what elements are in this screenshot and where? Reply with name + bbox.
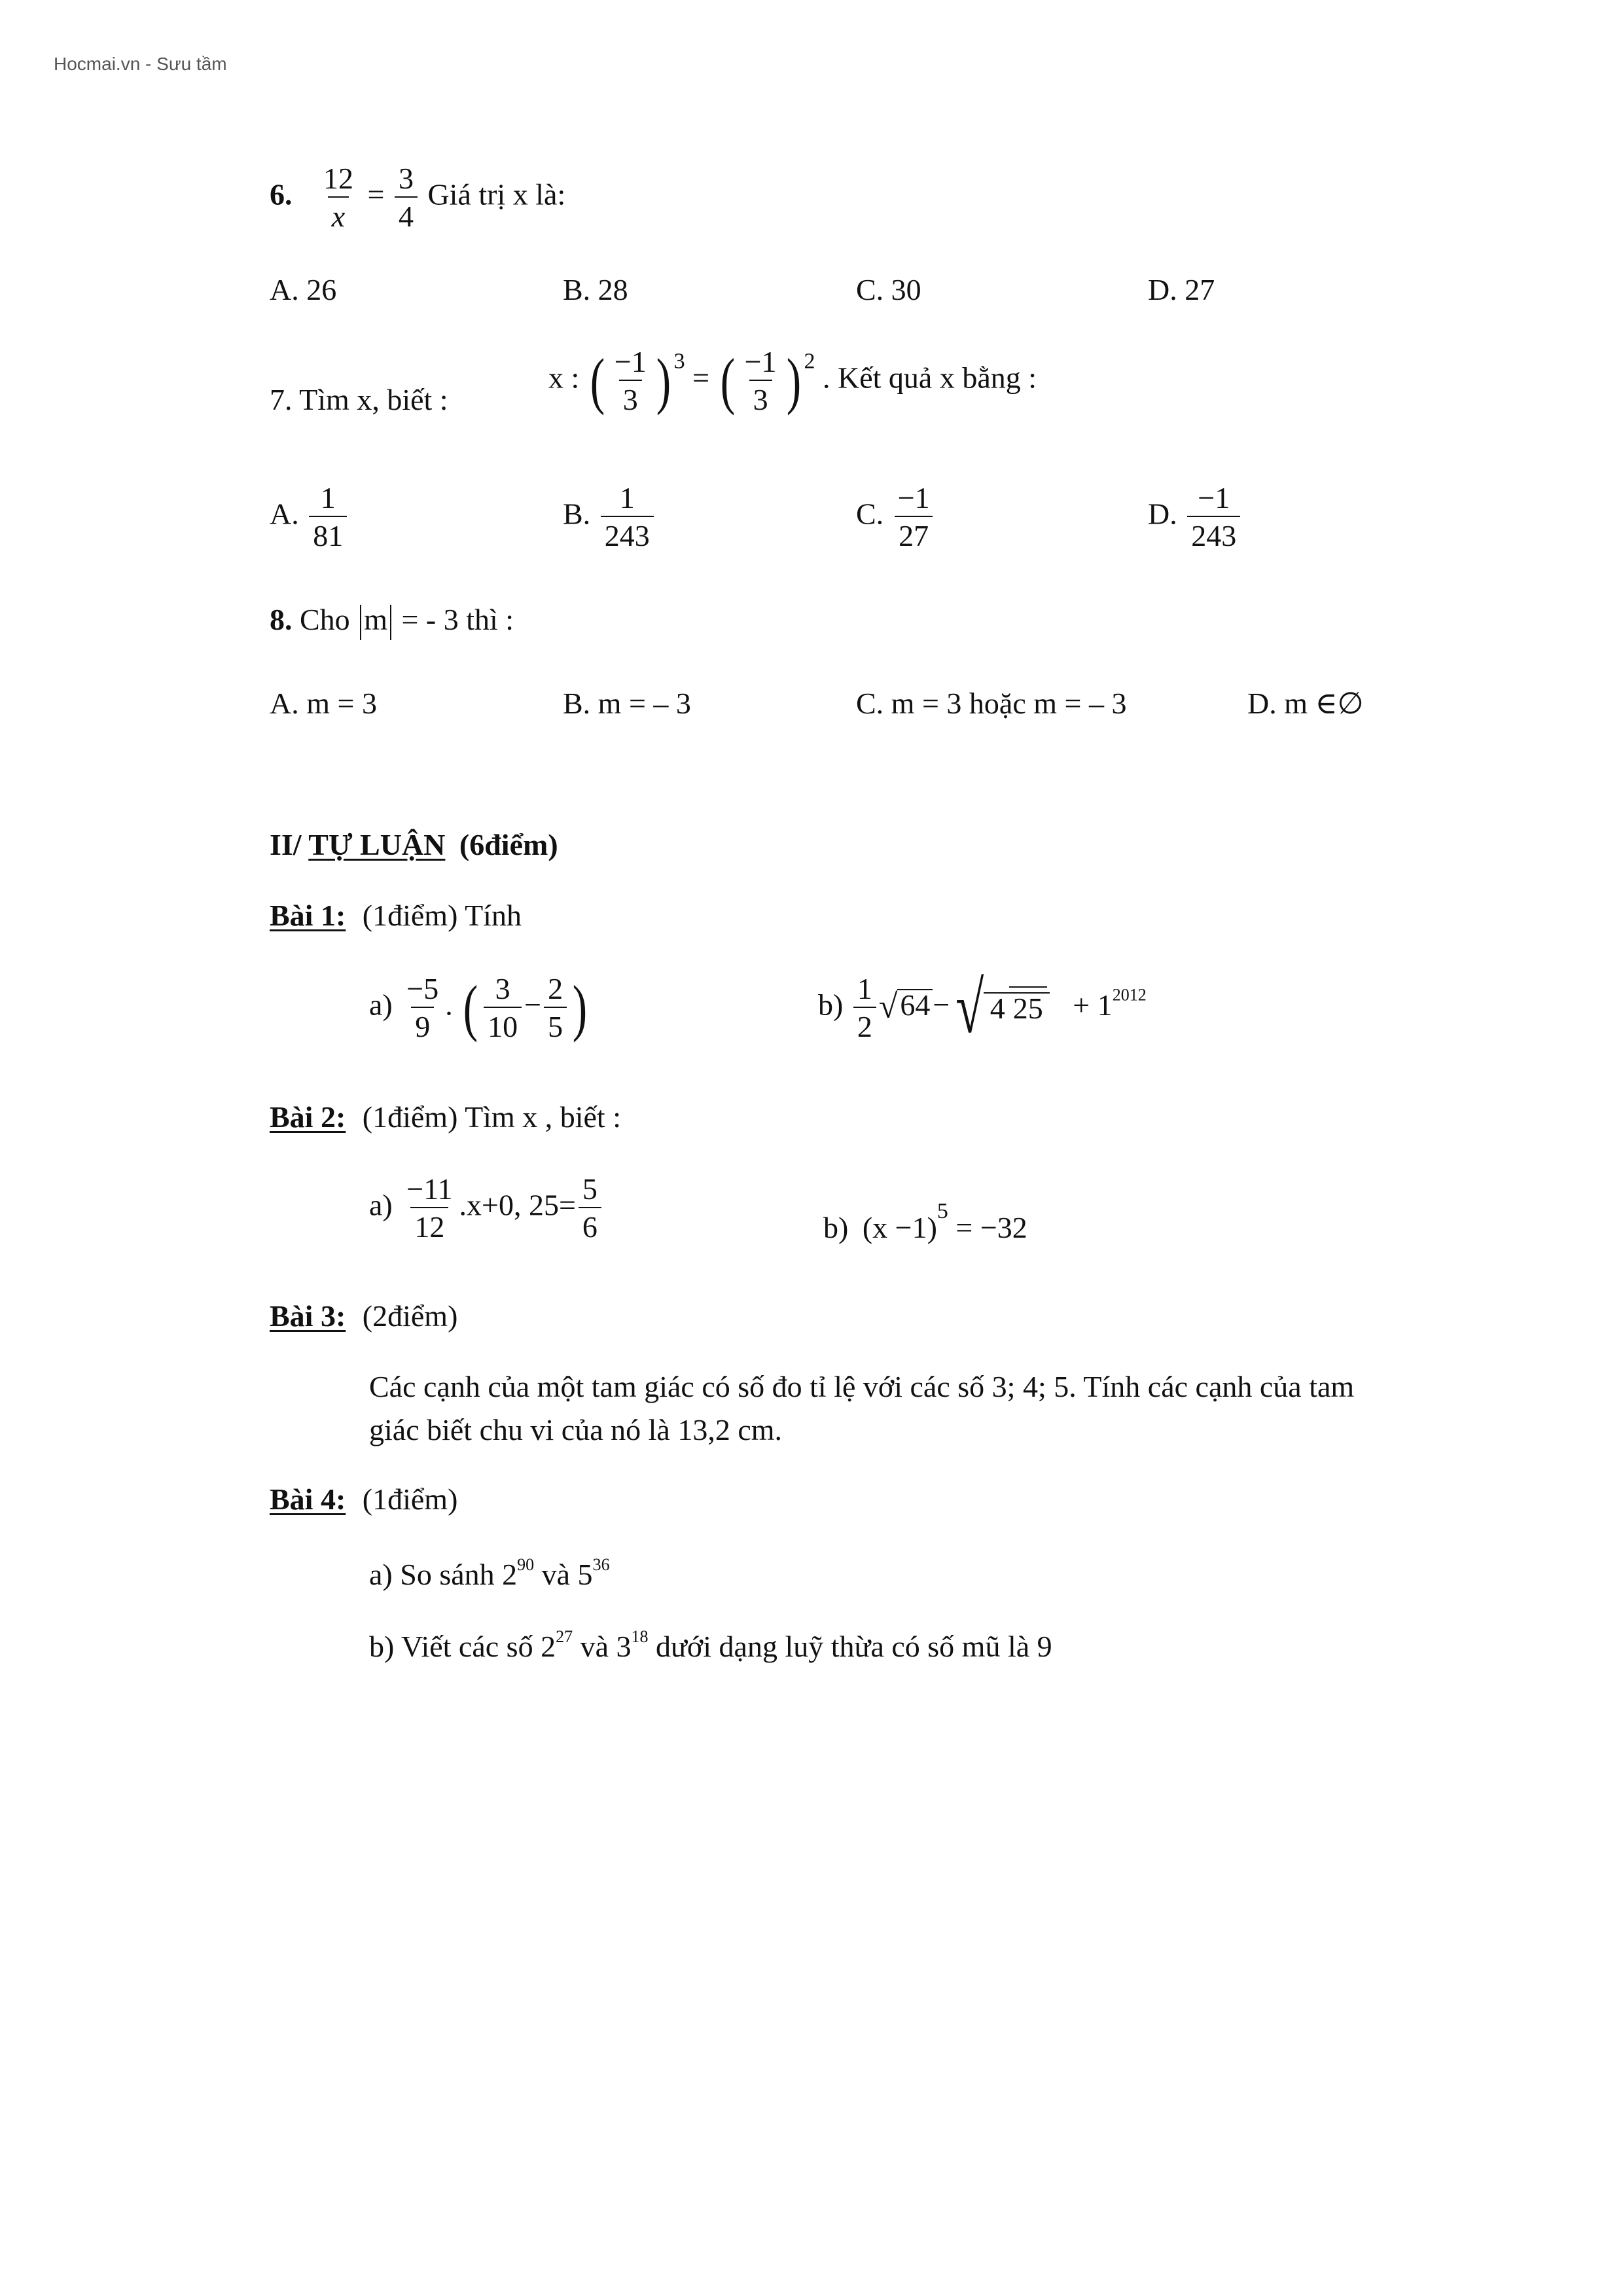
q7-paren-open-1: ( [590,346,605,416]
q7-od-num: −1 [1198,481,1230,514]
b2a-f1-num: −11 [406,1172,453,1206]
q8-option-d[interactable]: D. m ∈∅ [1247,687,1364,720]
q6-fraction-2 [395,164,418,232]
q6-frac1-den: x [328,196,349,232]
bai-2-heading [270,1102,621,1132]
bai-4b-text-3: dưới dạng luỹ thừa có số mũ là 9 [648,1630,1052,1663]
q7-option-c[interactable] [856,483,936,551]
q8-option-b[interactable]: B. m = – 3 [563,687,691,720]
b2a-f1-den: 12 [410,1207,448,1242]
bai-1a-frac-3 [544,974,567,1042]
bai-3-heading [270,1301,457,1331]
q7-paren-open-2: ( [720,346,735,416]
bai-2b-rest: = −32 [955,1211,1027,1244]
q7-option-c-fraction [894,483,934,551]
bai-1b-frac-1 [853,974,876,1042]
bai-1b-exponent: 2012 [1112,985,1147,1005]
bai-1-desc: (1điểm) Tính [362,899,522,932]
q7-equals: = [692,361,710,395]
q8-cho: Cho [300,603,350,636]
q7-base2-num: −1 [744,345,777,378]
q7-oa-den: 81 [309,516,347,551]
q7-base1-num: −1 [614,345,647,378]
sqrt-large-icon: √ [955,967,984,1049]
bai-3-text-line-2: giác biết chu vi của nó là 13,2 cm. [369,1413,783,1446]
bai-1b-minus: − [933,988,950,1022]
q7-option-b[interactable] [563,483,656,551]
q7-paren-close-1: ) [656,346,671,416]
b1b-f2-num: 4 [990,992,1005,1025]
q7-x-label: x : [548,361,580,395]
q7-oc-den: 27 [895,516,933,551]
bai-2b-label: b) [823,1211,849,1244]
q7-base2-den: 3 [749,380,772,415]
bai-1-heading [270,901,522,931]
bai-4a-exp-1: 90 [517,1555,535,1574]
q6-frac2-num: 3 [398,162,414,195]
bai-3-desc: (2điểm) [362,1299,458,1333]
bai-1a-frac-1 [402,974,442,1042]
bai-4-heading [270,1484,457,1515]
b1a-f3-den: 5 [544,1007,567,1042]
bai-4a-text-1: a) So sánh 2 [369,1558,518,1591]
q7-base-2 [741,347,781,415]
bai-2a-label: a) [369,1188,393,1222]
abs-bar-left [360,605,361,640]
bai-3-text-line-1: Các cạnh của một tam giác có số đo tỉ lệ với các số 3; 4; 5. Tính các cạnh của tam [369,1370,1355,1403]
bai-1a-frac-2 [484,974,522,1042]
bai-1-part-b [818,967,1147,1049]
q6-frac2-den: 4 [395,196,418,232]
q7-option-a[interactable] [270,483,349,551]
q6-equals: = [367,177,385,211]
q6-frac1-num: 12 [323,162,353,195]
bai-1a-dot: . [445,988,453,1022]
bai-2a-middle: .x+0, 25= [459,1188,576,1222]
bai-2-desc: (1điểm) Tìm x , biết : [362,1100,621,1134]
bai-3-label: Bài 3: [270,1299,346,1333]
bai-4-desc: (1điểm) [362,1482,458,1516]
q7-option-d-fraction [1187,483,1240,551]
bai-2-part-a [369,1174,604,1242]
q7-ob-den: 243 [601,516,654,551]
q7-option-a-fraction [309,483,347,551]
q7-option-a-label: A. [270,497,299,531]
q8-rest: = - 3 thì : [401,603,514,636]
bai-2-label: Bài 2: [270,1100,346,1134]
bai-4a-text-2: và 5 [534,1558,593,1591]
page-header: Hocmai.vn - Sưu tầm [54,54,227,74]
bai-4b-exp-2: 18 [631,1627,649,1646]
bai-4b-text-2: và 3 [573,1630,632,1663]
bai-4-part-a [369,1556,610,1590]
q7-exponent-1: 3 [673,349,685,374]
q7-base-1 [611,347,651,415]
b1b-f1-num: 1 [857,972,872,1005]
b2a-f2-den: 6 [579,1207,601,1242]
bai-1a-paren-close: ) [572,973,588,1043]
question-6 [270,164,565,232]
part-2-heading [270,830,558,860]
q7-option-d[interactable] [1148,483,1243,551]
bai-4b-text-1: b) Viết các số 2 [369,1630,556,1663]
q6-option-c[interactable]: C. 30 [856,273,921,306]
part-2-title: TỰ LUẬN [308,828,446,861]
q6-text: Giá trị x là: [427,177,566,211]
bai-1a-paren-open: ( [463,973,478,1043]
q6-option-d[interactable]: D. 27 [1148,273,1215,306]
sqrt-icon: √ [878,988,898,1026]
bai-2a-frac-2 [579,1174,601,1242]
q7-result-text: . Kết quả x bằng : [823,361,1037,395]
b2a-f2-num: 5 [582,1172,597,1206]
q6-number: 6. [270,177,293,211]
q7-oa-num: 1 [320,481,336,514]
b1a-f1-den: 9 [411,1007,434,1042]
part-2-points: (6điểm) [459,828,558,861]
q7-number: 7 [270,383,285,416]
q7-option-b-label: B. [563,497,591,531]
q6-option-b[interactable]: B. 28 [563,273,628,306]
b1b-f1-den: 2 [853,1007,876,1042]
b1a-f2-num: 3 [495,972,510,1005]
bai-1-part-a [369,974,590,1042]
q7-exponent-2: 2 [804,349,815,374]
q7-option-d-label: D. [1148,497,1177,531]
b1a-f3-num: 2 [548,972,563,1005]
bai-4-label: Bài 4: [270,1482,346,1516]
b1a-f1-num: −5 [406,972,439,1005]
bai-4b-exp-1: 27 [556,1627,573,1646]
part-2-prefix: II/ [270,828,302,861]
bai-2b-expr: (x −1) [862,1211,937,1244]
bai-1a-minus: − [524,988,542,1022]
q6-option-a[interactable]: A. 26 [270,273,337,306]
q7-prompt [270,385,448,415]
q7-text: . Tìm x, biết : [285,383,448,416]
bai-4a-exp-2: 36 [592,1555,610,1574]
bai-2-part-b [823,1200,1027,1243]
q7-equation [548,347,1037,415]
bai-1b-label: b) [818,988,844,1022]
q7-option-c-label: C. [856,497,884,531]
bai-1-label: Bài 1: [270,899,346,932]
b1b-f2-den: 25 [1009,986,1047,1025]
q7-option-b-fraction [601,483,654,551]
bai-2b-exponent: 5 [936,1199,948,1223]
q7-base1-den: 3 [619,380,642,415]
q6-fraction-1 [319,164,357,232]
q8-number: 8. [270,603,293,636]
bai-1b-frac-2 [984,992,1050,1024]
bai-1b-radicand: 64 [897,989,933,1020]
q7-oc-num: −1 [897,481,930,514]
bai-2a-frac-1 [402,1174,456,1242]
q8-option-c[interactable]: C. m = 3 hoặc m = – 3 [856,687,1127,720]
b1a-f2-den: 10 [484,1007,522,1042]
abs-bar-right [390,605,391,640]
bai-1a-label: a) [369,988,393,1022]
q8-option-a[interactable]: A. m = 3 [270,687,377,720]
q7-ob-num: 1 [619,481,635,514]
bai-4-part-b [369,1628,1052,1662]
q8-variable: m [364,603,387,636]
q7-paren-close-2: ) [786,346,801,416]
question-8 [270,605,514,640]
bai-1b-plus: + 1 [1073,988,1113,1022]
q7-od-den: 243 [1187,516,1240,551]
